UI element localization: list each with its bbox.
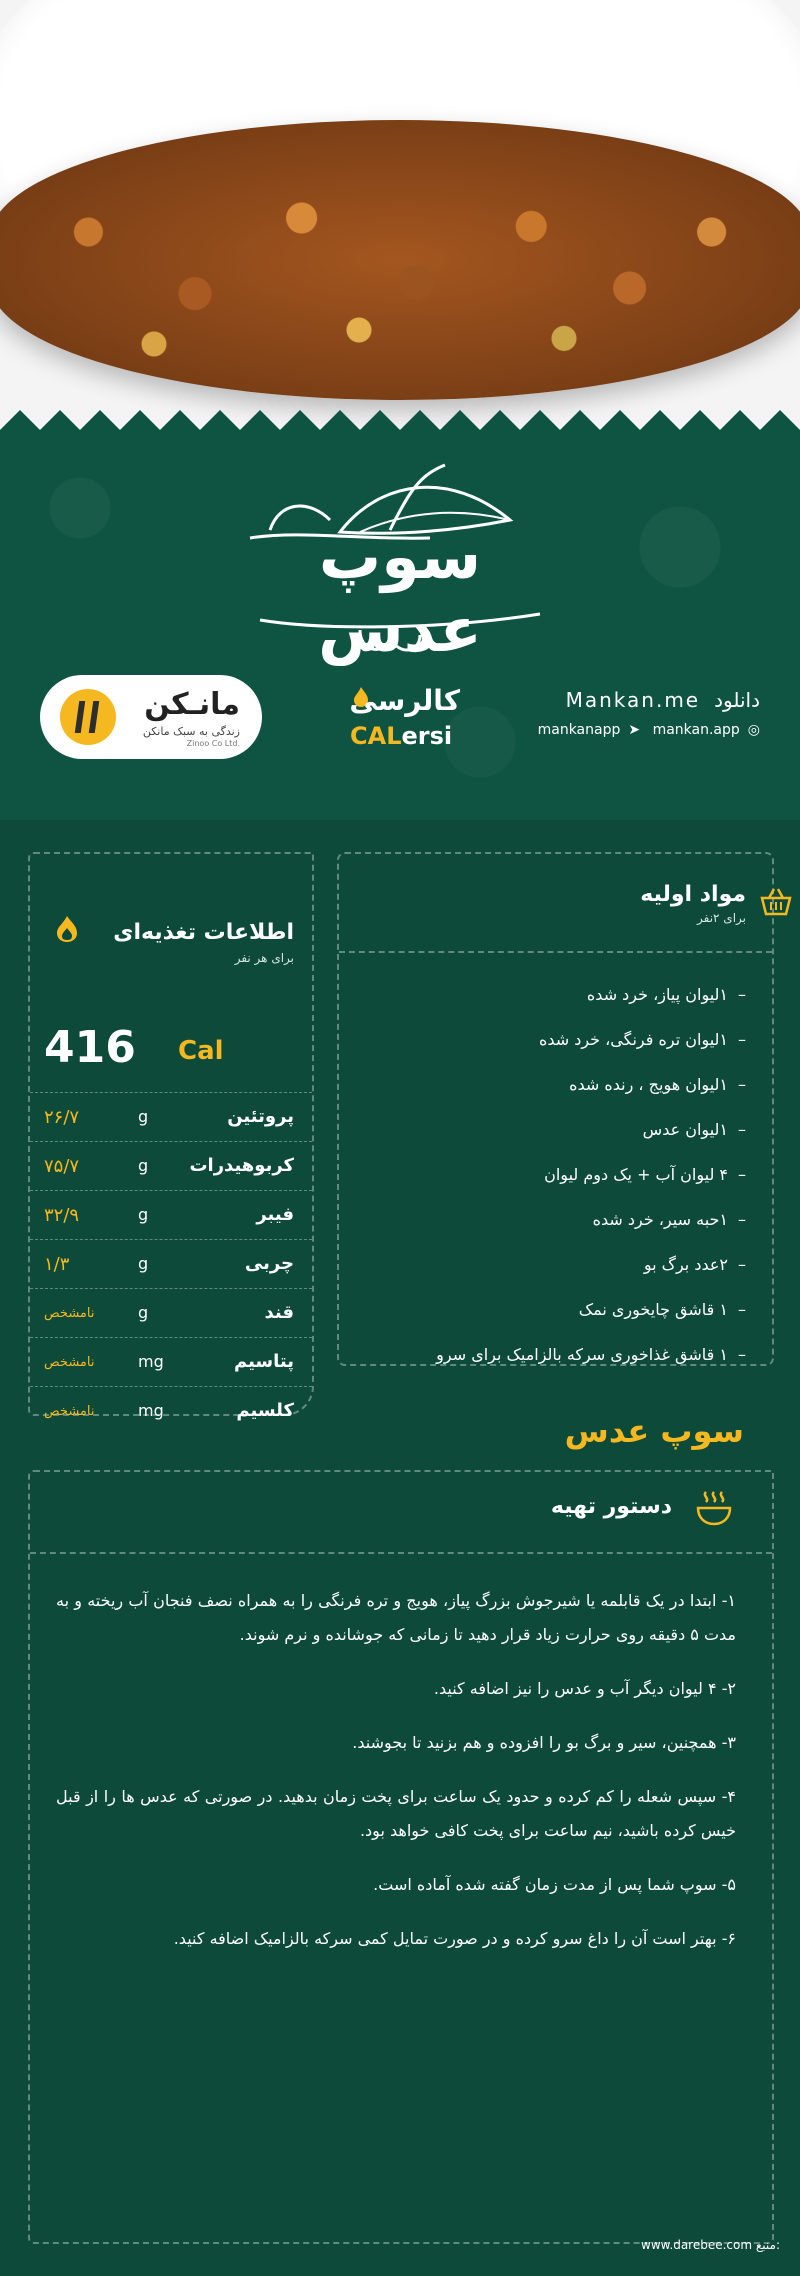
nutrient-unit: mg	[138, 1401, 164, 1420]
lentil-soup-photo	[0, 0, 800, 430]
nutrient-unit: g	[138, 1107, 149, 1126]
download-info	[480, 688, 760, 738]
nutrient-unit: g	[138, 1205, 149, 1224]
nutrient-label: چربی	[244, 1253, 294, 1274]
step-item: ۲- ۴ لیوان دیگر آب و عدس را نیز اضافه کنید.	[433, 1679, 736, 1698]
table-row	[30, 1190, 312, 1239]
calersi-en-2: ersi	[401, 722, 453, 750]
calersi-fa: کالرسی	[349, 684, 460, 717]
nutrient-unit: g	[138, 1254, 149, 1273]
header	[0, 430, 800, 820]
list-item: – ۱لیوان هویج ، رنده شده	[356, 1062, 746, 1107]
source-footer	[600, 2238, 780, 2252]
basket-icon	[760, 886, 792, 916]
table-row	[30, 1239, 312, 1288]
mankan-company: Zinoo Co Ltd.	[186, 739, 240, 748]
nutrition-panel	[28, 852, 314, 1421]
step-item: ۴- سپس شعله را کم کرده و حدود یک ساعت برای پخت زمان بدهید. در صورتی که عدس ها را از قبل خیس کرده باشید، نیم ساعت برای پخت کافی خواهد بود.	[56, 1787, 736, 1840]
table-row	[30, 1386, 312, 1435]
step-item: ۳- همچنین، سیر و برگ بو را افزوده و هم بزنید تا بجوشند.	[352, 1733, 736, 1752]
mankan-logo-icon	[60, 689, 116, 745]
site-link[interactable]: Mankan.me	[565, 688, 701, 712]
nutrient-unit: g	[138, 1303, 149, 1322]
nutrient-label: قند	[264, 1302, 294, 1323]
calories-row	[44, 1022, 294, 1078]
method-title: دستور تهیه	[550, 1494, 672, 1519]
step-item: ۶- بهتر است آن را داغ سرو کرده و در صورت تمایل کمی سرکه بالزامیک اضافه کنید.	[173, 1929, 736, 1948]
list-item: – ۱ قاشق چایخوری نمک	[356, 1287, 746, 1332]
soup	[0, 120, 800, 400]
nutrient-value: نامشخص	[44, 1306, 95, 1321]
nutrient-value: ۳۲/۹	[44, 1205, 80, 1226]
list-item: – ۱حبه سیر، خرد شده	[356, 1197, 746, 1242]
nutrient-label: کربوهیدرات	[189, 1155, 294, 1176]
ingredients-list	[356, 972, 746, 1377]
mankan-name: مانـکن	[144, 687, 240, 722]
instagram-handle[interactable]: mankan.app	[652, 722, 740, 738]
nutrient-value: نامشخص	[44, 1355, 95, 1370]
nutrient-label: پتاسیم	[233, 1351, 294, 1372]
table-row	[30, 1092, 312, 1141]
content-area	[0, 820, 800, 2276]
nutrient-value: ۷۵/۷	[44, 1156, 80, 1177]
steps-list	[56, 1584, 736, 1976]
divider	[339, 951, 772, 953]
step-item: ۵- سوپ شما پس از مدت زمان گفته شده آماده است.	[373, 1875, 736, 1894]
mankan-tagline: زندگی به سبک مانکن	[142, 725, 240, 738]
list-item: – ۱لیوان تره فرنگی، خرد شده	[356, 1017, 746, 1062]
nutrient-unit: g	[138, 1156, 149, 1175]
list-item: – ۱ قاشق غذاخوری سرکه بالزامیک برای سرو	[356, 1332, 746, 1377]
list-item: – ۲عدد برگ بو	[356, 1242, 746, 1287]
nutrient-label: فیبر	[256, 1204, 294, 1225]
nutrition-subtitle: برای هر نفر	[234, 951, 294, 965]
ingredients-subtitle: برای ۲نفر	[697, 911, 746, 925]
table-row	[30, 1141, 312, 1190]
method-panel	[28, 1470, 774, 2244]
fire-icon	[54, 914, 80, 944]
list-item: – ۴ لیوان آب + یک دوم لیوان	[356, 1152, 746, 1197]
calersi-en	[350, 722, 452, 750]
nutrient-label: پروتئین	[227, 1106, 294, 1127]
list-item: – ۱لیوان پیاز، خرد شده	[356, 972, 746, 1017]
method-header	[30, 1472, 772, 1554]
calories-unit: Cal	[178, 1036, 224, 1066]
nutrient-value: ۱/۳	[44, 1254, 70, 1275]
nutrition-title: اطلاعات تغذیه‌ای	[113, 920, 294, 945]
nutrition-header	[113, 920, 294, 965]
ingredients-header	[640, 882, 746, 925]
nutrition-table	[30, 1092, 312, 1435]
step-item: ۱- ابتدا در یک قابلمه یا شیرجوش بزرگ پیاز، هویج و تره فرنگی را به همراه نصف فنجان آب ریخته و به مدت ۵ دقیقه روی حرارت زیاد قرار دهید تا زمانی که جوشانده و نرم شوند.	[56, 1591, 736, 1644]
table-row	[30, 1337, 312, 1386]
nutrient-value: نامشخص	[44, 1404, 95, 1419]
list-item: – ۱لیوان عدس	[356, 1107, 746, 1152]
nutrient-label: کلسیم	[236, 1400, 294, 1421]
source-url[interactable]: www.darebee.com	[641, 2238, 753, 2252]
calersi-en-1: CAL	[350, 722, 402, 750]
nutrient-unit: mg	[138, 1352, 164, 1371]
table-row	[30, 1288, 312, 1337]
page-title: سوپ عدس	[318, 520, 482, 666]
source-label: منبع:	[755, 2238, 780, 2252]
telegram-handle[interactable]: mankanapp	[537, 722, 621, 738]
steaming-bowl-icon	[696, 1488, 732, 1528]
title-block	[240, 460, 560, 670]
instagram-icon: ◎	[747, 722, 760, 738]
download-label: دانلود	[714, 688, 760, 712]
nutrient-value: ۲۶/۷	[44, 1107, 80, 1128]
ingredients-panel	[337, 852, 774, 1366]
recipe-section-title: سوپ عدس	[564, 1412, 744, 1450]
calersi-logo	[350, 680, 460, 760]
ingredients-title: مواد اولیه	[640, 882, 746, 907]
underline-ornament-icon	[240, 600, 560, 670]
mankan-logo	[40, 675, 262, 759]
calories-value: 416	[44, 1022, 136, 1073]
telegram-icon: ➤	[628, 722, 641, 738]
